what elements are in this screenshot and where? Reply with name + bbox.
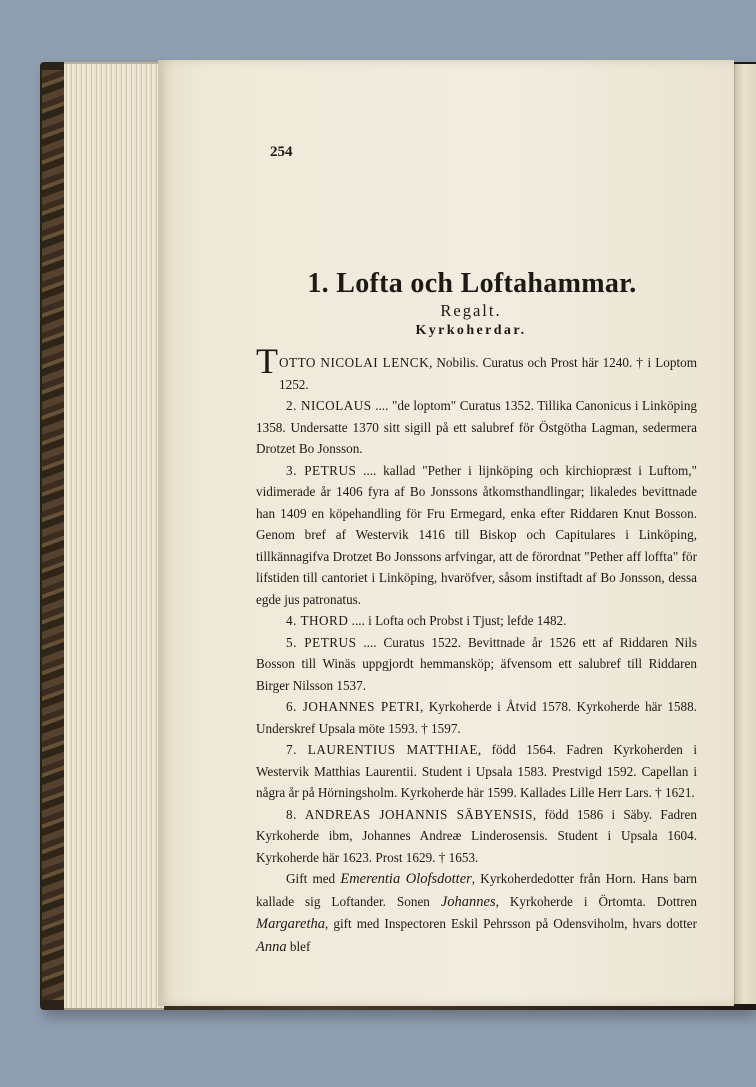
marbled-cover-edge	[42, 70, 66, 1000]
entry-name: 3. PETRUS	[286, 462, 357, 478]
entry-2	[256, 395, 697, 460]
entry-3	[256, 460, 697, 611]
page-number: 254	[270, 144, 293, 160]
entry-name: 5. PETRUS	[286, 634, 357, 650]
entry-text: .... "de loptom" Curatus 1352. Tillika Canonicus i Linköping 1358. Undersatte 1370 sitt sigill på ett salubref för Östgötha Lagman, sedermera Drotzet Bo Jonsson.	[256, 398, 698, 456]
italic-name: Emerentia Olofsdotter	[340, 871, 472, 887]
italic-name: Anna	[256, 938, 287, 955]
entry-text: .... Curatus 1522. Bevittnade år 1526 ett af Riddaren Nils Bosson till Winäs uppgjordt hemmansköp; äfvensom ett salubref till Riddaren Birger Nilsson 1537.	[256, 634, 697, 693]
entry-1	[256, 341, 697, 395]
entry-text: , född 1586 i Säby. Fadren Kyrkoherde ibm, Johannes Andreæ Linderosensis. Student i Upsala 1604. Kyrkoherde här 1623. Prost 1629. † 1653.	[256, 806, 697, 865]
entry-name: OTTO NICOLAI LENCK	[279, 355, 430, 370]
entry-7	[256, 739, 697, 804]
body-text	[256, 341, 698, 958]
entry-name: 7. LAURENTIUS MATTHIAE	[286, 742, 478, 757]
entry-8	[256, 804, 697, 869]
italic-name: Margaretha	[256, 916, 326, 932]
entry-text: , Nobilis. Curatus och Prost här 1240. † i Loptom 1252.	[279, 355, 697, 392]
entry-text: .... kallad "Pether i lijnköping och kirchiopræst i Luftom," vidimerade år 1406 fyra af Bo Jonssons åtkomsthandlingar; likaledes bevittnade han 1409 en köpehandling för Fru Ermegard, enka efter Riddaren Knut Bosson. Genom bref af Westervik 1416 till Biskop och Capitulares i Linköping, tillkännagifva Drotzet Bo Jonssons arfvingar, att de förordnat "Pether aff loffta" för lifstiden till cantoriet i Linköping, hvaröfver, såsom instiftadt af Bo Jonsson, dessa egde jus patronatus.	[256, 462, 697, 607]
entry-text: .... i Lofta och Probst i Tjust; lefde 1482.	[348, 613, 567, 628]
chapter-title: 1. Lofta och Loftahammar.	[307, 268, 637, 299]
section-heading: Kyrkoherdar.	[415, 323, 527, 338]
entry-text: , född 1564. Fadren Kyrkoherden i Westervik Matthias Laurentii. Student i Upsala 1583. Prestvigd 1592. Capellan i några år på Hörningsholm. Kyrkoherde här 1599. Kallades Lille Herr Lars. † 1621.	[256, 742, 697, 800]
entry-name: 6. JOHANNES PETRI	[286, 699, 420, 714]
page-content	[256, 60, 696, 1006]
italic-name: Johannes	[440, 893, 496, 910]
entry-5	[256, 632, 697, 697]
facing-page-edge	[734, 64, 756, 1004]
entry-name: 4. THORD	[286, 613, 349, 628]
entry-6	[256, 696, 697, 739]
entry-8-continued: Gift med Emerentia Olofsdotter, Kyrkoherdedotter från Horn. Hans barn kallade sig Loftander. Sonen Johannes, Kyrkoherde i Örtomta. Dottren Margaretha, gift med Inspectoren Eskil Pehrsson på Odensviholm, hvars dotter Anna blef	[256, 871, 697, 955]
entry-name: 8. ANDREAS JOHANNIS SÄBYENSIS	[286, 806, 533, 822]
entry-name: 2. NICOLAUS	[286, 398, 372, 413]
entry-text: , Kyrkoherde i Åtvid 1578. Kyrkoherde här 1588. Underskref Upsala möte 1593. † 1597.	[256, 699, 697, 736]
page-edges	[64, 62, 164, 1010]
entry-4	[256, 610, 697, 632]
chapter-subtitle: Regalt.	[440, 301, 502, 320]
drop-cap: T	[256, 341, 278, 381]
